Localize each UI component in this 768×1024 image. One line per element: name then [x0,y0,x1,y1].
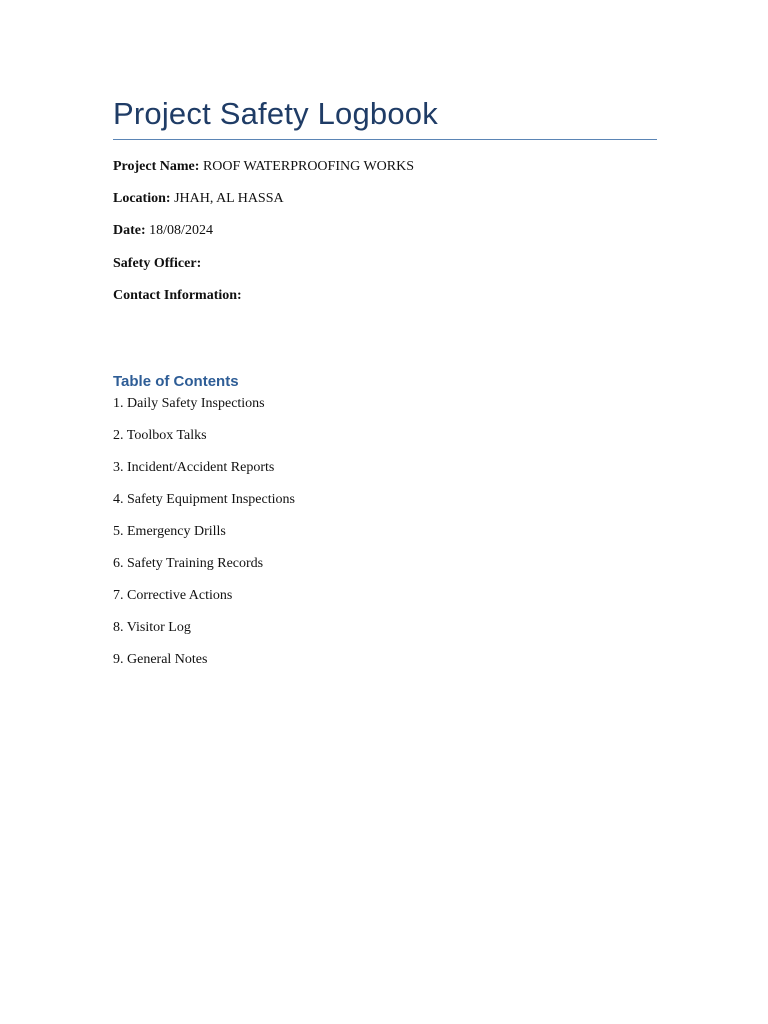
toc-item[interactable]: 6. Safety Training Records [113,556,264,571]
toc-item[interactable]: 8. Visitor Log [113,620,191,635]
field-value: JHAH, AL HASSA [174,191,284,206]
field-location: Location: JHAH, AL HASSA [113,191,284,206]
toc-item[interactable]: 7. Corrective Actions [113,588,233,603]
toc-item[interactable]: 3. Incident/Accident Reports [113,460,275,475]
toc-item[interactable]: 5. Emergency Drills [113,524,226,539]
field-label: Project Name [113,159,195,174]
field-label: Location [113,191,166,206]
field-date: Date: 18/08/2024 [113,223,213,238]
field-value: 18/08/2024 [149,223,213,238]
field-label: Contact Information [113,288,238,303]
field-safety-officer: Safety Officer: [113,256,202,271]
field-label: Date [113,223,141,238]
toc-item[interactable]: 2. Toolbox Talks [113,428,207,443]
field-project-name: Project Name: ROOF WATERPROOFING WORKS [113,159,415,174]
field-contact-information: Contact Information: [113,288,242,303]
field-value: ROOF WATERPROOFING WORKS [202,159,415,174]
field-label: Safety Officer [113,256,197,271]
toc-item[interactable]: 4. Safety Equipment Inspections [113,492,295,507]
toc-item[interactable]: 9. General Notes [113,652,208,667]
title-divider [113,139,657,140]
toc-heading: Table of Contents [113,373,239,390]
page-title: Project Safety Logbook [113,96,438,131]
toc-item[interactable]: 1. Daily Safety Inspections [113,396,265,411]
